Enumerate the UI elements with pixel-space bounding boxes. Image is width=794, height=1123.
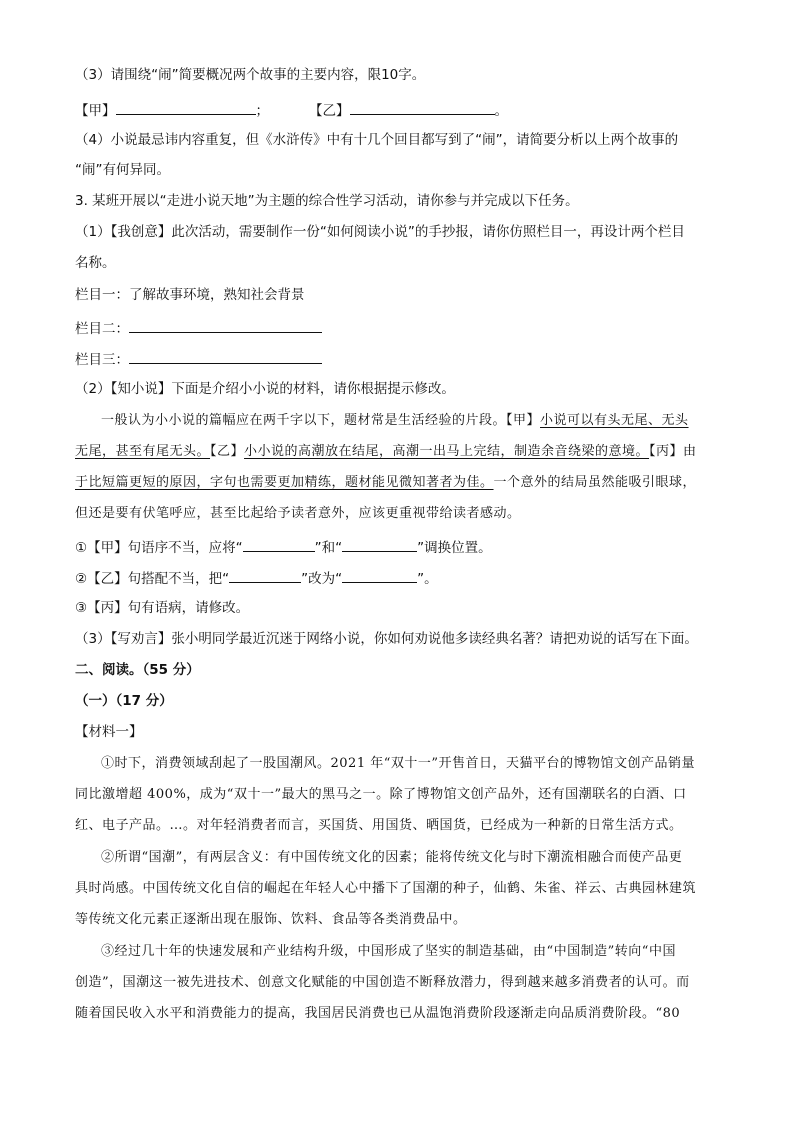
fix-q2-text: ”。	[417, 571, 438, 587]
jia-label: 【甲】	[75, 103, 116, 119]
reading-section-title: 二、阅读。（55 分）	[75, 662, 200, 678]
sentence-yi: 小小说的高潮放在结尾，高潮一出马上完结，制造余音绕梁的意境。	[244, 444, 650, 459]
fix-q1-blank-a[interactable]	[243, 537, 315, 552]
fix-question-3: ③【丙】句有语病，请修改。	[75, 600, 250, 616]
material-p1-line3: 红、电子产品。…。对年轻消费者而言，买国货、用国货、晒国货，已经成为一种新的日常生活方式。	[75, 818, 683, 833]
column-3-label: 栏目三：	[75, 352, 129, 368]
column-1: 栏目一：了解故事环境，熟知社会背景	[75, 287, 305, 303]
fix-question-1	[75, 537, 492, 557]
material-p2-line2: 具时尚感。中国传统文化自信的崛起在年轻人心中播下了国潮的种子，仙鹤、朱雀、祥云、古典园林建筑	[75, 881, 697, 896]
reading-part-1: （一）（17 分）	[75, 693, 173, 709]
fix-q2-text: ②【乙】句搭配不当，把“	[75, 571, 230, 587]
passage-line4: 但还是要有伏笔呼应，甚至比起给予读者意外，应该更重视带给读者感动。	[75, 506, 521, 521]
question-4-line1: （4）小说最忌讳内容重复，但《水浒传》中有十几个回目都写到了“闹”，请简要分析以上两个故事的	[75, 132, 679, 148]
marker-yi: 【乙】	[210, 444, 245, 459]
fix-q1-text: ”和“	[314, 540, 343, 556]
task3-sub1-line2: 名称。	[75, 255, 116, 271]
material-p1-line1: ①时下，消费领域刮起了一股国潮风。2021 年“双十一”开售首日，天猫平台的博物馆文创产品销量	[101, 756, 696, 771]
answer-row-jia-yi	[75, 100, 508, 120]
fix-q1-text: ”调换位置。	[417, 540, 492, 556]
question-3-prompt: （3）请围绕“闹”简要概况两个故事的主要内容，限10字。	[75, 67, 426, 83]
jia-answer-blank[interactable]	[116, 100, 256, 115]
sentence-bing: 于比短篇更短的原因，字句也需要更加精练，题材能见微知著者为佳。	[75, 475, 494, 490]
task3-sub3: （3）【写劝言】张小明同学最近沉迷于网络小说，你如何劝说他多读经典名著？请把劝说的话写在下面。	[75, 631, 698, 647]
task3-sub1-line1: （1）【我创意】此次活动，需要制作一份“如何阅读小说”的手抄报，请你仿照栏目一，再设计两个栏目	[75, 224, 685, 240]
fix-q1-blank-b[interactable]	[342, 537, 417, 552]
passage-line2	[75, 443, 697, 461]
column-2-blank[interactable]	[129, 318, 322, 333]
yi-answer-blank[interactable]	[350, 100, 495, 115]
sentence-jia-cont: 无尾，甚至有尾无头。	[75, 444, 211, 459]
task3-sub2: （2）【知小说】下面是介绍小小说的材料，请你根据提示修改。	[75, 381, 455, 397]
fix-q2-blank-a[interactable]	[229, 568, 301, 583]
column-2-row	[75, 318, 322, 338]
passage-text: 一个意外的结局虽然能吸引眼球，	[493, 475, 697, 490]
material-1-label: 【材料一】	[75, 724, 143, 740]
material-p3-line2: 创造”，国潮这一被先进技术、创意文化赋能的中国创造不断释放潜力，得到越来越多消费者的认可。而	[75, 975, 690, 990]
yi-label: 【乙】	[309, 103, 350, 119]
question-4-line2: “闹”有何异同。	[75, 162, 170, 178]
semicolon: ；	[255, 103, 269, 119]
material-p3-line1: ③经过几十年的快速发展和产业结构升级，中国形成了坚实的制造基础，由“中国制造”转向“中国	[101, 944, 676, 959]
fix-question-2	[75, 568, 438, 588]
material-p3-line3: 随着国民收入水平和消费能力的提高，我国居民消费也已从温饱消费阶段逐渐走向品质消费阶段。“80	[75, 1006, 681, 1021]
task3-intro: 3. 某班开展以“走进小说天地”为主题的综合性学习活动，请你参与并完成以下任务。	[75, 193, 579, 209]
material-p2-line1: ②所谓“国潮”，有两层含义：有中国传统文化的因素；能将传统文化与时下潮流相融合而使产品更	[101, 850, 683, 865]
passage-line1	[101, 412, 689, 430]
fix-q1-text: ①【甲】句语序不当，应将“	[75, 540, 243, 556]
fix-q2-text: ”改为“	[301, 571, 343, 587]
passage-line3	[75, 474, 696, 492]
sentence-jia: 小说可以有头无尾、无头	[540, 413, 689, 428]
column-2-label: 栏目二：	[75, 321, 129, 337]
period: 。	[494, 103, 508, 119]
passage-text: 一般认为小小说的篇幅应在两千字以下，题材常是生活经验的片段。【甲】	[101, 413, 541, 428]
column-3-row	[75, 349, 322, 369]
material-p1-line2: 同比激增超 400%，成为“双十一”最大的黑马之一。除了博物馆文创产品外，还有国潮联名的白酒、口	[75, 787, 687, 802]
column-3-blank[interactable]	[129, 349, 322, 364]
fix-q2-blank-b[interactable]	[342, 568, 417, 583]
marker-bing: 【丙】由	[649, 444, 697, 459]
material-p2-line3: 等传统文化元素正逐渐出现在服饰、饮料、食品等各类消费品中。	[75, 912, 467, 927]
